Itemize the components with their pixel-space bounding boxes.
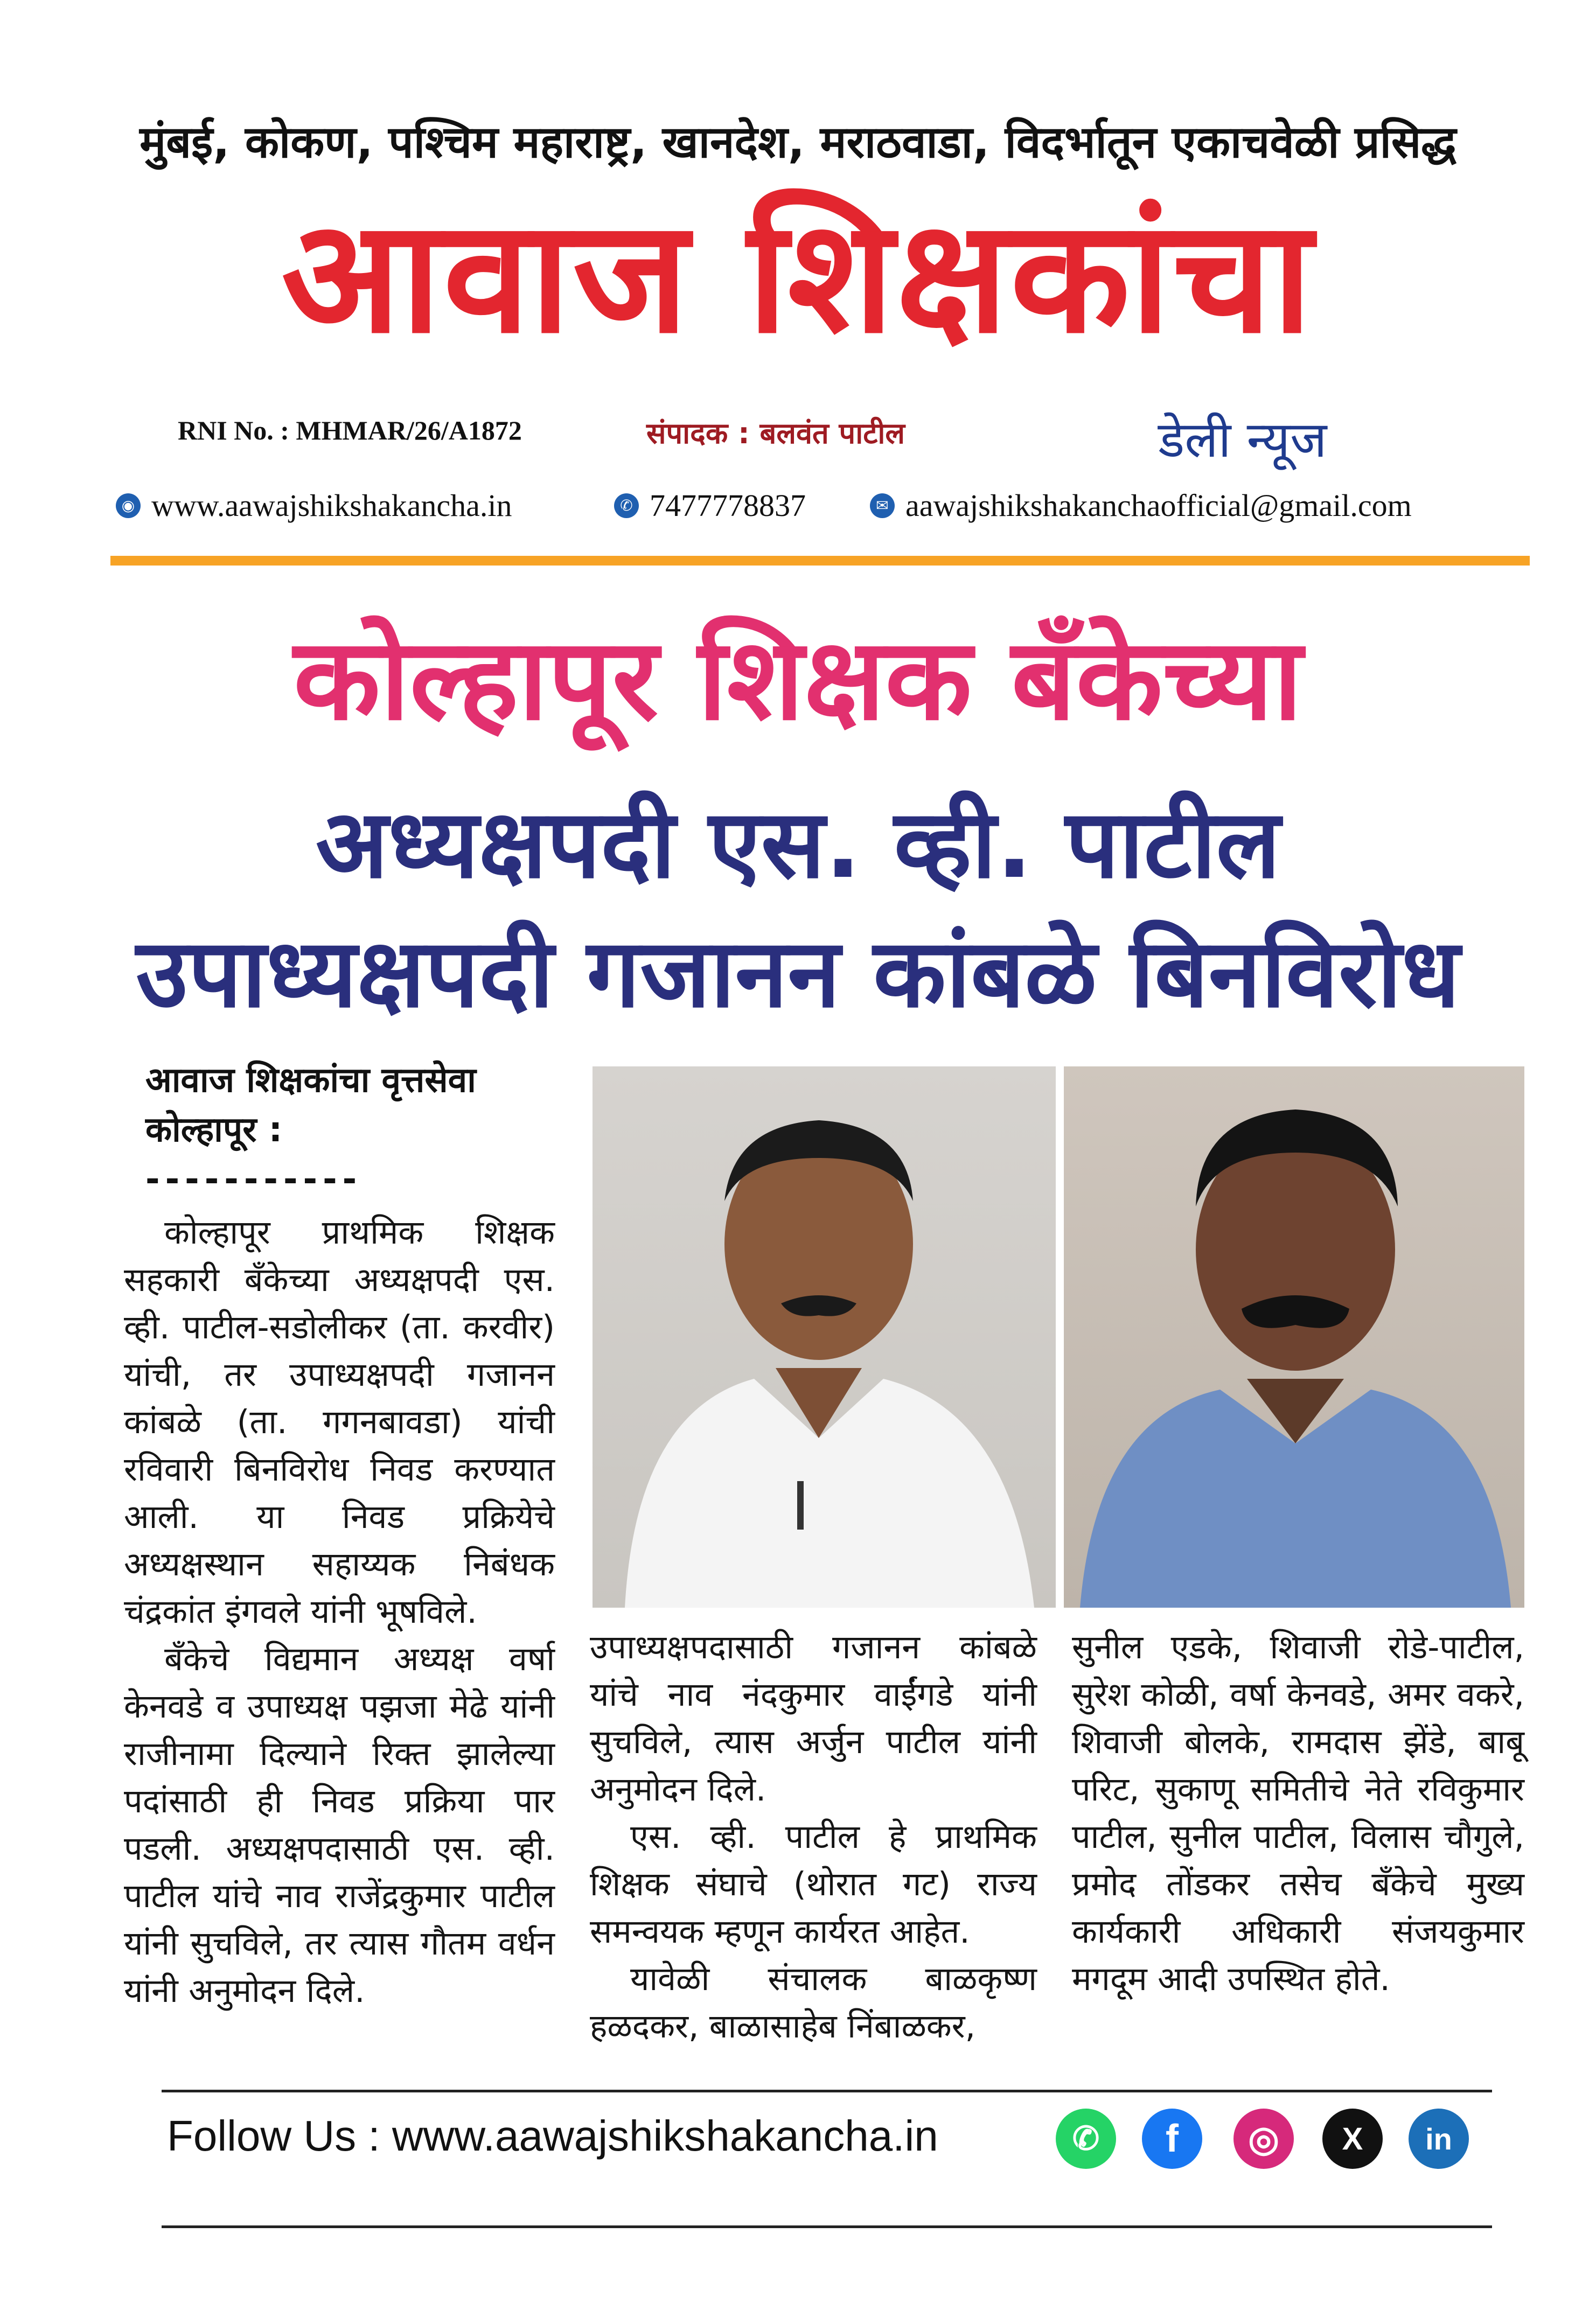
- portrait-vice-president: [1064, 1066, 1524, 1608]
- phone-text: 7477778837: [650, 488, 806, 523]
- whatsapp-glyph: ✆: [1072, 2120, 1100, 2157]
- contact-website[interactable]: [116, 487, 512, 524]
- headline-line-1: कोल्हापूर शिक्षक बँकेच्या: [293, 613, 1303, 745]
- mail-icon: ✉: [870, 493, 895, 518]
- daily-news-label: डेली न्यूज: [1158, 411, 1327, 469]
- article-paragraph: एस. व्ही. पाटील हे प्राथमिक शिक्षक संघाचे (थोरात गट) राज्य समन्वयक म्हणून कार्यरत आहेत.: [590, 1818, 1037, 1951]
- globe-icon: ◉: [116, 493, 141, 518]
- editor-credit: संपादक : बलवंत पाटील: [646, 416, 905, 450]
- contact-phone[interactable]: [614, 487, 806, 524]
- article-paragraph: सुनील एडके, शिवाजी रोडे-पाटील, सुरेश कोळी, वर्षा केनवडे, अमर वकरे, शिवाजी बोलके, रामदास झेंडे, बाबू परिट, सुकाणू समितीचे नेते रविकुमार पाटील, सुनील पाटील, विलास चौगुले, प्रमोद तोंडकर तसेच बँकेचे मुख्य कार्यकारी अधिकारी संजयकुमार मगदूम आदी उपस्थित होते.: [1072, 1628, 1524, 1998]
- x-icon[interactable]: [1322, 2109, 1383, 2169]
- contact-email[interactable]: [870, 487, 1412, 524]
- article-paragraph: बँकेचे विद्यमान अध्यक्ष वर्षा केनवडे व उपाध्यक्ष पझजा मेढे यांनी राजीनामा दिल्याने रिक्त झालेल्या पदांसाठी ही निवड प्रक्रिया पार पडली. अध्यक्षपदासाठी एस. व्ही. पाटील यांचे नाव राजेंद्रकुमार पाटील यांनी सुचविले, तर त्यास गौतम वर्धन यांनी अनुमोदन दिले.: [124, 1640, 555, 2010]
- byline-divider: -----------: [145, 1160, 363, 1199]
- masthead-title: आवाज शिक्षकांचा: [281, 186, 1315, 368]
- facebook-icon[interactable]: [1142, 2109, 1202, 2169]
- photo-sv-patil: [593, 1066, 1056, 1608]
- linkedin-icon[interactable]: [1409, 2109, 1469, 2169]
- footer-bottom-rule: [162, 2225, 1492, 2228]
- article-paragraph: कोल्हापूर प्राथमिक शिक्षक सहकारी बँकेच्या अध्यक्षपदी एस. व्ही. पाटील-सडोलीकर (ता. करवीर) यांची, तर उपाध्यक्षपदी गजानन कांबळे (ता. गगनबावडा) यांची रविवारी बिनविरोध निवड करण्यात आली. या निवड प्रक्रियेचे अध्यक्षस्थान सहाय्यक निबंधक चंद्रकांत इंगवले यांनी भूषविले.: [124, 1213, 555, 1631]
- x-glyph: X: [1342, 2121, 1363, 2157]
- header-divider: [110, 556, 1530, 566]
- instagram-glyph: ◎: [1248, 2118, 1279, 2159]
- whatsapp-icon[interactable]: [1056, 2109, 1116, 2169]
- rni-number: RNI No. : MHMAR/26/A1872: [178, 415, 522, 445]
- article-column-2: [590, 1624, 1037, 2050]
- portrait-president: [593, 1066, 1056, 1608]
- byline-location: कोल्हापूर :: [145, 1110, 283, 1150]
- facebook-glyph: f: [1166, 2117, 1179, 2160]
- footer-top-rule: [162, 2090, 1492, 2092]
- email-text: aawajshikshakanchaofficial@gmail.com: [905, 488, 1412, 523]
- photo-gajanan-kambale: [1064, 1066, 1524, 1608]
- byline: [145, 1056, 566, 1204]
- article-column-3: [1072, 1624, 1524, 2003]
- headline-line-3: उपाध्यक्षपदी गजानन कांबळे बिनविरोध: [136, 918, 1460, 1029]
- phone-icon: ✆: [614, 493, 639, 518]
- follow-us-text[interactable]: Follow Us : www.aawajshikshakancha.in: [167, 2112, 938, 2160]
- linkedin-glyph: in: [1425, 2121, 1452, 2156]
- tagline: मुंबई, कोकण, पश्चिम महाराष्ट्र, खानदेश, मराठवाडा, विदर्भातून एकाचवेळी प्रसिद्ध: [140, 117, 1456, 168]
- instagram-icon[interactable]: [1233, 2109, 1294, 2169]
- headline-line-2: अध्यक्षपदी एस. व्ही. पाटील: [316, 789, 1280, 899]
- article-paragraph: उपाध्यक्षपदासाठी गजानन कांबळे यांचे नाव नंदकुमार वाईंगडे यांनी सुचविले, त्यास अर्जुन पाटील यांनी अनुमोदन दिले.: [590, 1628, 1037, 1809]
- website-text: www.aawajshikshakancha.in: [151, 488, 512, 523]
- article-paragraph: यावेळी संचालक बाळकृष्ण हळदकर, बाळासाहेब निंबाळकर,: [590, 1960, 1037, 2046]
- article-column-1: [124, 1209, 555, 2015]
- byline-agency: आवाज शिक्षकांचा वृत्तसेवा: [145, 1060, 476, 1100]
